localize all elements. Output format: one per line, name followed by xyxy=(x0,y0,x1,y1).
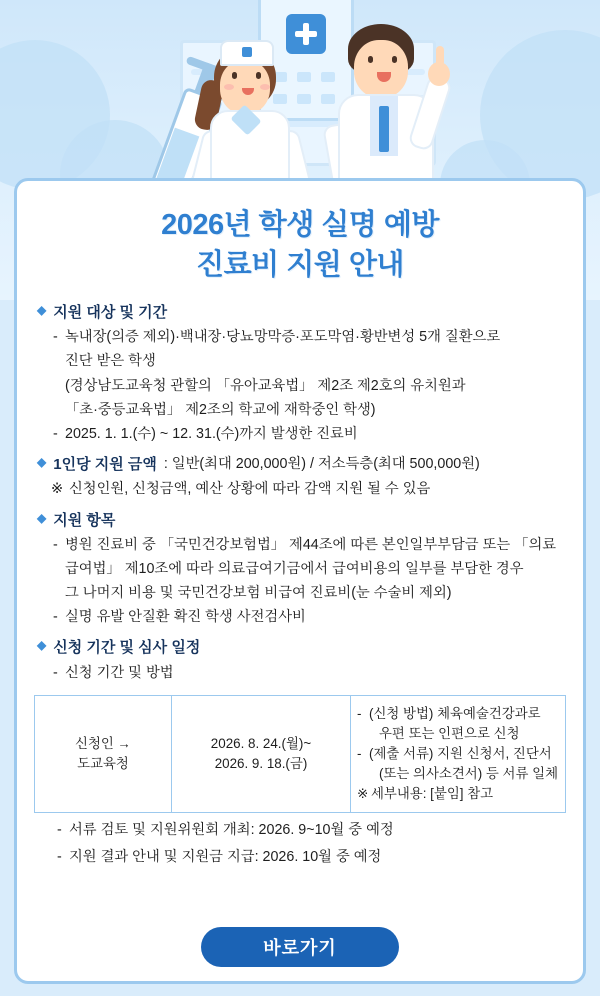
period-line2: 2026. 9. 18.(금) xyxy=(214,756,308,772)
list-item: - 녹내장(의증 제외)·백내장·당뇨망막증·포도막염·황반변성 5개 질환으로 xyxy=(51,326,567,349)
nurse-blush xyxy=(224,84,234,90)
period-line1: 2026. 8. 24.(월)~ xyxy=(210,736,312,752)
post-table-list xyxy=(33,819,567,868)
section-list-eligibility xyxy=(33,326,567,446)
list-item: - 신청 기간 및 방법 xyxy=(51,662,567,685)
table-row xyxy=(35,695,566,813)
list-item: 급여법」 제10조에 따라 의료급여기금에서 급여비용의 일부를 부담한 경우 xyxy=(65,561,524,578)
method-item-note: ※ 세부내용: [붙임] 참고 xyxy=(357,784,559,804)
diamond-bullet-icon: ◆ xyxy=(37,510,47,525)
section-heading-label: 1인당 지원 금액 xyxy=(53,456,157,474)
method-list xyxy=(357,704,559,805)
list-item: 진단 받은 학생 xyxy=(65,353,156,370)
list-item: - 서류 검토 및 지원위원회 개최: 2026. 9~10월 중 예정 xyxy=(55,819,567,842)
doctor-face xyxy=(354,40,408,98)
method-item-text: (신청 방법) 체육예술건강과로 xyxy=(369,705,541,721)
section-heading-schedule xyxy=(37,636,567,660)
go-to-link-button[interactable]: 바로가기 xyxy=(201,927,399,967)
section-list-schedule xyxy=(33,662,567,685)
section-heading-label: 지원 대상 및 기간 xyxy=(53,304,168,322)
table-cell-applicant xyxy=(35,695,172,813)
section-list-amount xyxy=(33,478,567,501)
list-item: - 실명 유발 안질환 확진 학생 사전검사비 xyxy=(51,606,567,629)
list-item: 그 나머지 비용 및 국민건강보험 비급여 진료비(눈 수술비 제외) xyxy=(65,585,452,602)
section-list-covered-items xyxy=(33,534,567,630)
applicant-line2: 도교육청 xyxy=(77,756,129,772)
method-item xyxy=(357,704,559,744)
doctor-eye xyxy=(368,56,373,63)
list-item-note: ※ 신청인원, 신청금액, 예산 상황에 따라 감액 지원 될 수 있음 xyxy=(51,478,567,501)
diamond-bullet-icon: ◆ xyxy=(37,455,47,470)
cta-container xyxy=(17,927,583,967)
nurse-eye xyxy=(256,72,261,79)
list-item: - 2025. 1. 1.(수) ~ 12. 31.(수)까지 발생한 진료비 xyxy=(51,423,567,446)
schedule-table xyxy=(34,695,566,814)
section-heading-amount xyxy=(37,453,567,477)
diamond-bullet-icon: ◆ xyxy=(37,303,47,318)
section-heading-covered-items xyxy=(37,509,567,533)
list-item: 「초·중등교육법」 제2조의 학교에 재학중인 학생) xyxy=(65,401,376,418)
section-heading-label: 신청 기간 및 심사 일정 xyxy=(53,639,201,657)
method-item xyxy=(357,744,559,784)
section-heading-detail: : 일반(최대 200,000원) / 저소득층(최대 500,000원) xyxy=(163,456,480,473)
section-heading-label: 지원 항목 xyxy=(53,511,116,529)
method-item-continued: (또는 의사소견서) 등 서류 일체 xyxy=(379,766,559,782)
doctor-tie xyxy=(379,106,389,152)
list-item: - 지원 결과 안내 및 지원금 지급: 2026. 10월 중 예정 xyxy=(55,846,567,869)
nurse-blush xyxy=(260,84,270,90)
notice-card xyxy=(14,178,586,984)
page-title xyxy=(33,205,567,285)
list-item: (경상남도교육청 관할의 「유아교육법」 제2조 제2호의 유치원과 xyxy=(65,377,466,394)
table-cell-period xyxy=(172,695,351,813)
nurse-cap xyxy=(220,40,274,66)
section-heading-eligibility xyxy=(37,301,567,325)
applicant-line1: 신청인 → xyxy=(75,736,131,752)
doctor-eye xyxy=(392,56,397,63)
diamond-bullet-icon: ◆ xyxy=(37,638,47,653)
page-title-line2: 진료비 지원 안내 xyxy=(196,249,404,282)
page-title-line1: 2026년 학생 실명 예방 xyxy=(161,209,439,241)
doctor-pointing-finger-icon xyxy=(436,46,444,66)
table-cell-method xyxy=(351,695,566,813)
notice-content xyxy=(33,301,567,869)
list-item: - 병원 진료비 중 「국민건강보험법」 제44조에 따른 본인일부부담금 또는 「의료 xyxy=(51,534,567,557)
nurse-eye xyxy=(232,72,237,79)
method-item-text: (제출 서류) 지원 신청서, 진단서 xyxy=(369,746,552,762)
method-item-continued: 우편 또는 인편으로 신청 xyxy=(379,726,520,742)
